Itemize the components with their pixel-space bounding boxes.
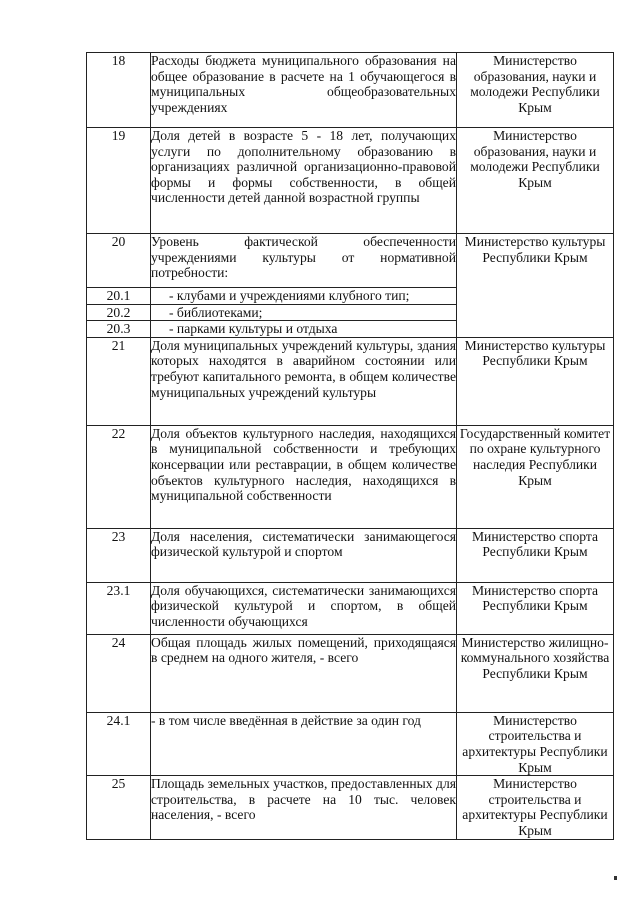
responsible-ministry: Министерство спорта Республики Крым [457, 582, 614, 634]
scan-dot [614, 876, 617, 880]
indicator-description: Доля объектов культурного наследия, находящихся в муниципальной собственности и требующих консервации или реставрации, в общем количестве объектов культурного наследия, находящихся в муниципальной собственности [151, 425, 457, 528]
indicator-description: Общая площадь жилых помещений, приходящаяся в среднем на одного жителя, - всего [151, 634, 457, 712]
indicator-description: - библиотеками; [151, 304, 457, 321]
responsible-ministry: Министерство спорта Республики Крым [457, 528, 614, 582]
row-number: 23 [87, 528, 151, 582]
responsible-ministry: Министерство образования, науки и молодежи Республики Крым [457, 53, 614, 128]
row-number: 20 [87, 234, 151, 288]
row-number: 25 [87, 776, 151, 839]
table-row [87, 712, 614, 775]
responsible-ministry: Министерство жилищно-коммунального хозяйства Республики Крым [457, 634, 614, 712]
responsible-ministry: Министерство строительства и архитектуры Республики Крым [457, 712, 614, 775]
row-number: 22 [87, 425, 151, 528]
indicator-description: Площадь земельных участков, предоставленных для строительства, в расчете на 10 тыс. человек населения, - всего [151, 776, 457, 839]
table-row [87, 425, 614, 528]
indicator-description: - в том числе введённая в действие за один год [151, 712, 457, 775]
indicator-description: Доля муниципальных учреждений культуры, здания которых находятся в аварийном состоянии или требуют капитального ремонта, в общем количестве муниципальных учреждений культуры [151, 337, 457, 425]
responsible-ministry: Министерство образования, науки и молодежи Республики Крым [457, 128, 614, 234]
table-row [87, 634, 614, 712]
indicator-description: Доля детей в возрасте 5 - 18 лет, получающих услуги по дополнительному образованию в организациях различной организационно-правовой формы и формы собственности, в общей численности детей данной возрастной группы [151, 128, 457, 234]
table-row [87, 337, 614, 425]
row-number: 24.1 [87, 712, 151, 775]
responsible-ministry: Министерство культуры Республики Крым [457, 337, 614, 425]
indicator-description: Доля обучающихся, систематически занимающихся физической культурой и спортом, в общей численности обучающихся [151, 582, 457, 634]
responsible-ministry: Министерство культуры Республики Крым [457, 234, 614, 338]
indicator-description: - клубами и учреждениями клубного тип; [151, 288, 457, 305]
indicator-description: Доля населения, систематически занимающегося физической культурой и спортом [151, 528, 457, 582]
table-row [87, 528, 614, 582]
table-row [87, 582, 614, 634]
row-number: 20.2 [87, 304, 151, 321]
table-row [87, 128, 614, 234]
responsible-ministry: Министерство строительства и архитектуры Республики Крым [457, 776, 614, 839]
row-number: 19 [87, 128, 151, 234]
row-number: 20.3 [87, 321, 151, 338]
indicators-table [86, 52, 614, 840]
indicator-description: Расходы бюджета муниципального образования на общее образование в расчете на 1 обучающегося в муниципальных общеобразовательных учреждениях [151, 53, 457, 128]
row-number: 20.1 [87, 288, 151, 305]
row-number: 18 [87, 53, 151, 128]
row-number: 21 [87, 337, 151, 425]
responsible-ministry: Государственный комитет по охране культурного наследия Республики Крым [457, 425, 614, 528]
row-number: 23.1 [87, 582, 151, 634]
row-number: 24 [87, 634, 151, 712]
indicator-description: - парками культуры и отдыха [151, 321, 457, 338]
table-row [87, 776, 614, 839]
table-row [87, 53, 614, 128]
table-row [87, 234, 614, 288]
indicator-description: Уровень фактической обеспеченности учреждениями культуры от нормативной потребности: [151, 234, 457, 288]
